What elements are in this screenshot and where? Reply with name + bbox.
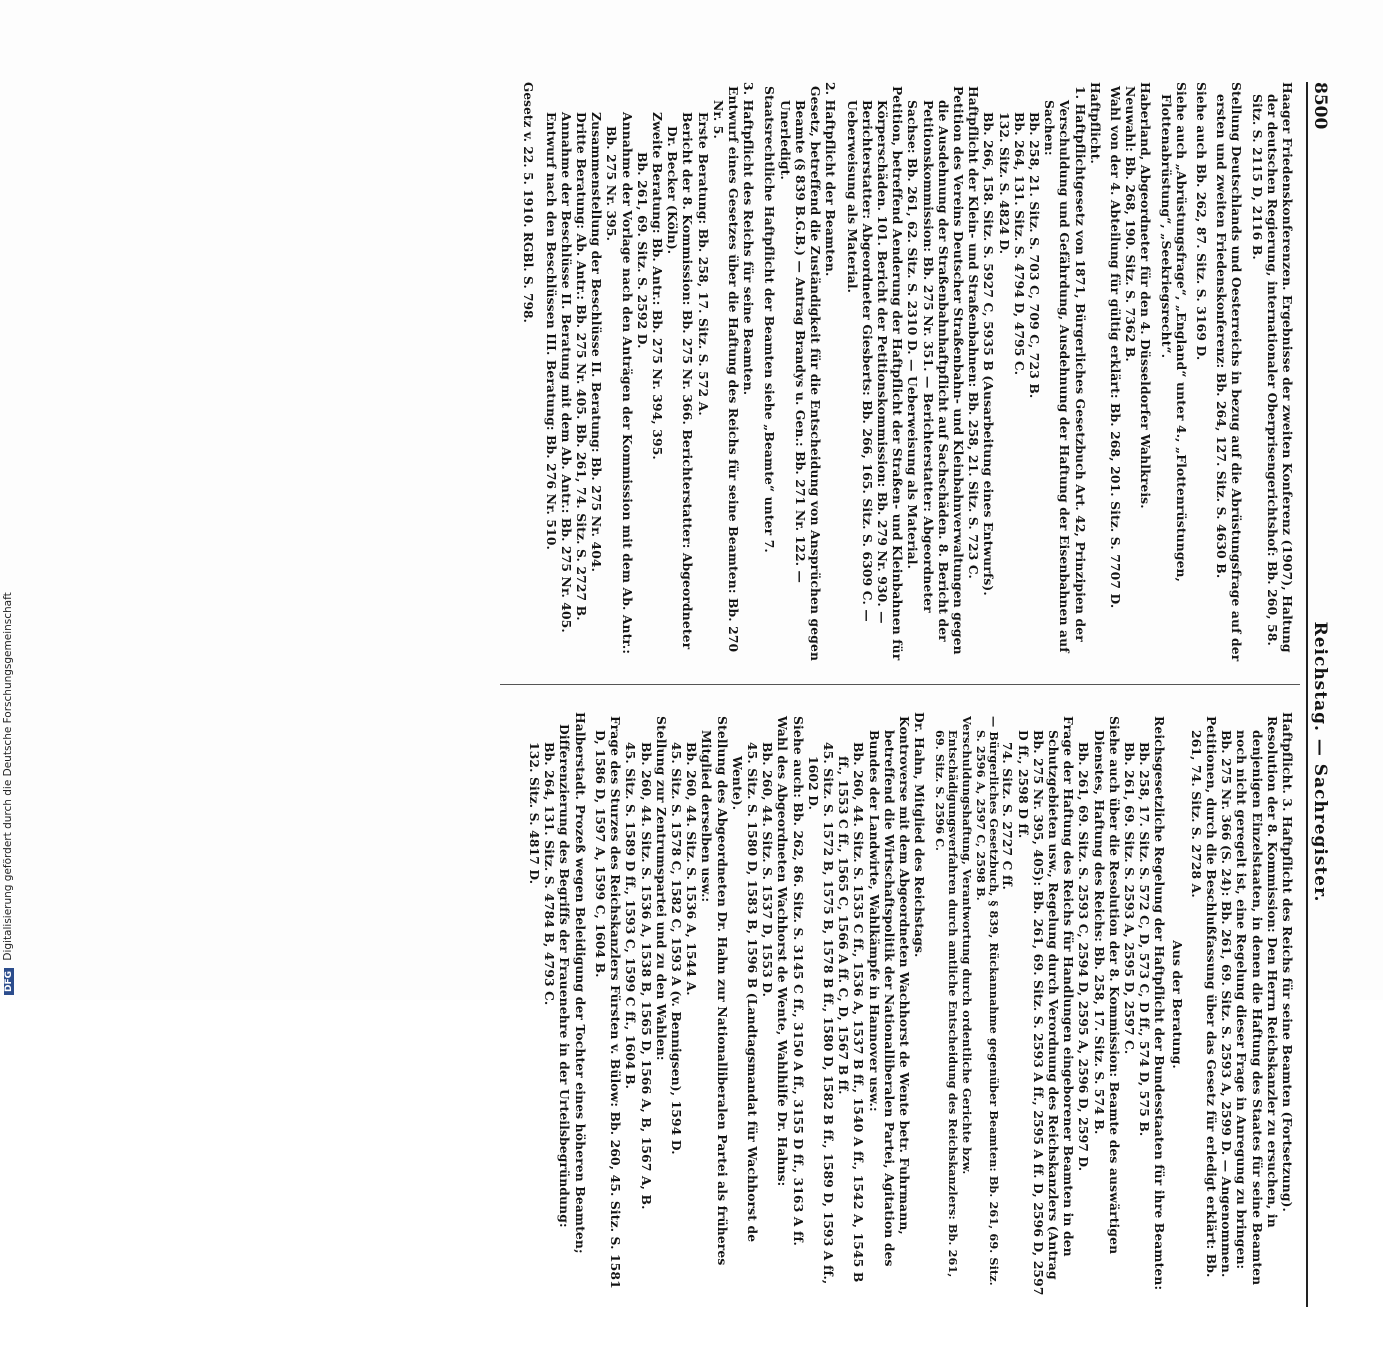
index-subentry: 132. Sitz. S. 4817 D.: [527, 742, 543, 885]
index-subentry: — Bürgerliches Gesetzbuch, § 839, Rückannahme gegenüber Beamten: Bb. 261, 69. Sitz. S. 2596 A, 2597 C, 2598 B.: [973, 716, 1002, 1286]
index-subentry: 45. Sitz. S. 1580 D, 1583 B, 1596 B (Landtagsmandat für Wachhorst de Wente).: [729, 742, 760, 1243]
index-subentry: Bb. 260, 44. Sitz. S. 1535 C ff., 1536 A, 1537 B ff., 1540 A ff., 1542 A, 1545 B ff., 1553 C ff., 1565 C, 1566 A ff. C, D, 1567 B ff.: [836, 742, 867, 1283]
index-subentry: Bb. 261, 69. Sitz. S. 2593 A, 2595 D, 2597 C.: [1121, 742, 1137, 1055]
index-entry: Haager Friedenskonferenzen. Ergebnisse der zweiten Konferenz (1907), Haltung der deutschen Regierung, internationaler Oberprisengerichtshof: Bb. 260, 58. Sitz. S. 2115 D, 2116 B.: [1249, 82, 1295, 653]
index-subentry: Wahl des Abgeordneten Wachhorst de Wente, Wahlhilfe Dr. Hahns:: [775, 716, 791, 1187]
index-subentry: 132. Sitz. S. 4824 D.: [996, 112, 1012, 255]
index-entry: Stellung Deutschlands und Oesterreichs in bezug auf die Abrüstungsfrage auf der ersten und zweiten Friedenskonferenz: Bb. 264, 127. Sitz. S. 4630 B.: [1214, 82, 1245, 662]
index-subentry: Gesetz v. 22. 5. 1910. RGBl. S. 798.: [521, 82, 536, 323]
dfg-logo: DFG: [4, 968, 14, 995]
index-subentry: Staatsrechtliche Haftpflicht der Beamten siehe „Beamte“ unter 7.: [762, 86, 778, 553]
index-subentry: 2. Haftpflicht der Beamten.: [823, 82, 839, 277]
index-subentry: Bb. 261, 69. Sitz. S. 2592 D.: [634, 152, 650, 349]
index-subentry: Zusammenstellung der Beschlüsse II. Beratung: Bb. 275 Nr. 404.: [589, 112, 605, 573]
index-subentry: Petition des Vereins Deutscher Straßenbahn- und Kleinbahnverwaltungen gegen die Ausdehnung der Straßenbahnhaftpflicht auf Sachschäden. 8. Bericht der Petitionskommission: Bb. 275 Nr. 351. — Berichterstatter: Abgeordneter Sachse: Bb. 261, 62. Sitz. S. 2310 D. — Ueberweisung als Material.: [905, 86, 966, 655]
index-entry: Siehe auch Bb. 262, 87. Sitz. S. 3169 D.: [1193, 82, 1209, 361]
index-subentry: Bb. 258, 17. Sitz. S. 572 C, D, 573 C, D ff., 574 D, 575 B.: [1137, 742, 1153, 1137]
page-header: [1304, 82, 1330, 1352]
index-entry: Haftpflicht.: [1087, 82, 1103, 164]
index-subentry: Stellung zur Zentrumspartei und zu den Wahlen:: [653, 716, 669, 1061]
right-column: [527, 712, 1300, 1297]
index-subentry: Bb. 258, 21. Sitz. S. 703 C, 709 C, 723 B.: [1026, 112, 1042, 399]
index-subentry: Petitionen, durch die Beschlußfassung über das Gesetz für erledigt erklärt: Bb. 261, 74. Sitz. S. 2728 A.: [1188, 716, 1219, 1278]
index-subentry: Entwurf nach den Beschlüssen III. Beratung: Bb. 276 Nr. 510.: [543, 112, 559, 550]
running-head: Reichstag. — Sachregister.: [1310, 621, 1330, 903]
index-subentry: Siehe auch: Bb. 262, 86. Sitz. S. 3145 C ff., 3150 A ff., 3155 D ff., 3163 A ff.: [790, 716, 806, 1246]
index-subentry: Petition, betreffend Aenderung der Haftpflicht der Straßen- und Kleinbahnen für Körperschäden. 101. Bericht der Petitionskommission: Bb. 279 Nr. 930. — Berichterstatter: Abgeordneter Giesberts: Bb. 266, 165. Sitz. S. 6309 C. — Ueberweisung als Material.: [844, 86, 906, 661]
index-subentry: Bb. 264, 131. Sitz. S. 4784 B, 4793 C.: [542, 742, 558, 1006]
index-subentry: Resolution der 8. Kommission: Den Herrn Reichskanzler zu ersuchen, in denjenigen Einzelstaaten, in denen die Haftung des Staates für seine Beamten noch nicht geregelt ist, eine Regelung dieser Frage in Anregung zu bringen: Bb. 275 Nr. 366 (S. 24): Bb. 261, 69. Sitz. S. 2593 A, 2599 D. — Angenommen.: [1219, 716, 1280, 1286]
index-subentry: Erste Beratung: Bb. 258, 17. Sitz. S. 572 A.: [695, 112, 711, 416]
index-subentry: Bb. 264, 131. Sitz. S. 4794 D, 4795 C.: [1011, 112, 1027, 376]
index-subentry: Reichsgesetzliche Regelung der Haftpflicht der Bundesstaaten für ihre Beamten:: [1152, 716, 1168, 1291]
header-rule: [1306, 82, 1308, 1307]
index-entry: Dr. Hahn, Mitglied des Reichstags.: [912, 712, 928, 958]
index-entry: Siehe auch „Abrüstungsfrage“, „England“ unter 4., „Flottenrüstungen, Flottenabrüstung“, „Seekriegsrecht“.: [1158, 82, 1189, 583]
column-divider: [500, 684, 1300, 685]
digitization-credit: [2, 10, 16, 995]
index-entry: Halberstadt. Prozeß wegen Beleidigung der Tochter eines höheren Beamten; Differenzierung des Begriffs der Frauenehre in der Urteilsbegründung:: [557, 712, 588, 1254]
index-subentry: Dritte Beratung: Ab. Antr.: Bb. 275 Nr. 405. Bb. 261, 74. Sitz. S. 2727 B.: [574, 112, 590, 621]
index-subentry: Aus der Beratung.: [1169, 940, 1185, 1069]
index-subentry: 45. Sitz. S. 1589 D ff., 1593 C, 1599 C ff., 1604 B.: [623, 742, 639, 1090]
index-subentry: Bericht der 8. Kommission: Bb. 275 Nr. 366. Berichterstatter: Abgeordneter Dr. Becker (Köln).: [665, 112, 696, 650]
index-subentry: 3. Haftpflicht des Reichs für seine Beamten.: [741, 82, 757, 396]
left-column: [520, 82, 1300, 667]
index-subentry: Annahme der Vorlage nach den Anträgen der Kommission mit dem Ab. Antr.: Bb. 275 Nr. 395.: [604, 112, 635, 655]
index-subentry: Entwurf eines Gesetzes über die Haftung des Reichs für seine Beamten: Bb. 270 Nr. 5.: [710, 86, 742, 653]
index-subentry: Bb. 260, 44. Sitz. S. 1536 A, 1538 B, 1565 D, 1566 A, B, 1567 A, B.: [638, 742, 654, 1210]
index-subentry: Haftpflicht der Klein- und Straßenbahnen: Bb. 258, 21. Sitz. S. 723 C.: [966, 86, 982, 579]
index-subentry: Bb. 261, 69. Sitz. S. 2593 C, 2594 D, 2595 A, 2596 D, 2597 D.: [1076, 742, 1092, 1172]
index-subentry: Siehe auch über die Resolution der 8. Kommission: Beamte des auswärtigen Dienstes, Haftung des Reichs: Bb. 258, 17. Sitz. S. 574 B.: [1091, 716, 1122, 1255]
page-number: 8500: [1310, 82, 1330, 130]
index-subentry: Wahl von der 4. Abteilung für gültig erklärt: Bb. 268, 201. Sitz. S. 7707 D.: [1107, 86, 1123, 609]
index-subentry: Frage des Sturzes des Reichskanzlers Fürsten v. Bülow: Bb. 260, 45. Sitz. S. 1581 D, 1586 D, 1597 A, 1599 C, 1604 B.: [592, 716, 624, 1289]
index-subentry: Bb. 260, 44. Sitz. S. 1537 D, 1553 D.: [760, 742, 776, 998]
index-subentry: Zweite Beratung: Bb. Antr.: Bb. 275 Nr. 394, 395.: [650, 112, 666, 460]
index-subentry: Bb. 266, 158. Sitz. S. 5927 C, 5935 B (Ausarbeitung eines Entwurfs).: [981, 112, 997, 596]
index-subentry: Kontroverse mit dem Abgeordneten Wachhorst de Wente betr. Fuhrmann, betreffend die Wirtschaftspolitik der Nationalliberalen Partei, Agitation des Bundes der Landwirte, Wahlkämpfe in Hannover usw.:: [866, 716, 912, 1267]
index-subentry: Annahme der Beschlüsse II. Beratung mit dem Ab. Antr.: Bb. 275 Nr. 405.: [558, 112, 574, 633]
index-subentry: 45. Sitz. S. 1572 B, 1575 B, 1578 B ff., 1580 D, 1582 B ff., 1589 D, 1593 A ff., 1602 D.: [805, 742, 836, 1285]
index-subentry: 45. Sitz. S. 1578 C, 1582 C, 1593 A (v. Bennigsen), 1594 D.: [668, 742, 684, 1155]
index-subentry: Gesetz, betreffend die Zuständigkeit für die Entscheidung von Ansprüchen gegen Beamte (§ 839 B.G.B.) — Antrag Brandys u. Gen.: Bb. 271 Nr. 122. — Unerledigt.: [777, 86, 824, 662]
index-subentry: Bb. 260, 44. Sitz. S. 1536 A, 1544 A.: [684, 742, 700, 996]
index-subentry: 74. Sitz. S. 2727 C ff.: [1000, 742, 1016, 890]
index-subentry: Neuwahl: Bb. 268, 190. Sitz. S. 7362 B.: [1123, 86, 1139, 362]
index-subentry: Stellung des Abgeordneten Dr. Hahn zur Nationalliberalen Partei als früheres Mitglied derselben usw.:: [699, 716, 730, 1266]
index-subentry: Frage der Haftung des Reichs für Handlungen eingeborener Beamten in den Schutzgebieten usw., Regelung durch Verordnung des Reichskanzlers (Antrag Bb. 275 Nr. 395, 405): Bb. 261, 69. Sitz. S. 2593 A ff., 2595 A ff. D, 2596 D, 2597 D ff., 2598 D ff.: [1015, 716, 1077, 1296]
register-page: [60, 72, 1330, 1296]
index-subentry: Verschuldungshaftung, Verantwortung durch ordentliche Gerichte bzw. Entschädigungsverfahren durch amtliche Entscheidung des Reichskanzlers: Bb. 261, 69. Sitz. S. 2596 C.: [932, 716, 974, 1278]
credit-text: Digitalisierung gefördert durch die Deutsche Forschungsgemeinschaft: [2, 592, 14, 961]
index-entry: Haberland, Abgeordneter für den 4. Düsseldorfer Wahlkreis.: [1138, 82, 1154, 509]
index-subentry: 1. Haftpflichtgesetz von 1871, Bürgerliches Gesetzbuch Art. 42, Prinzipien der Verschuldung und Gefährdung, Ausdehnung der Haftung der Eisenbahnen auf Sachen:: [1042, 86, 1088, 653]
index-entry: Haftpflicht. 3. Haftpflicht des Reichs für seine Beamten (Fortsetzung).: [1280, 712, 1295, 1212]
